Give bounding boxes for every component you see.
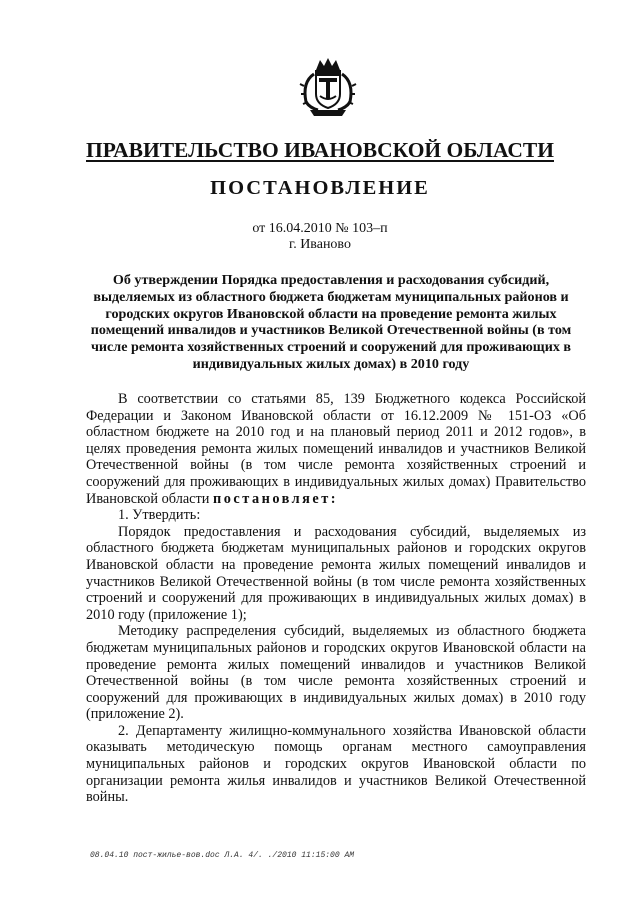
- ivanovo-coat-of-arms-icon: [296, 56, 360, 118]
- document-meta: [0, 221, 640, 253]
- item-2: 2. Департаменту жилищно-коммунального хозяйства Ивановской области оказывать методическую помощь органам местного самоуправления муниципальных районов и городских округов Ивановской области по организации ремонта жилья инвалидов и участников Великой Отечественной войны.: [86, 722, 586, 806]
- date-number: от 16.04.2010 № 103–п: [252, 221, 388, 236]
- city: г. Иваново: [289, 237, 351, 252]
- document-type: ПОСТАНОВЛЕНИЕ: [210, 177, 430, 199]
- file-footer: 08.04.10 пост-жилье-вов.doc Л.А. 4/. ./2010 11:15:00 AM: [90, 851, 355, 860]
- preamble-text: В соответствии со статьями 85, 139 Бюджетного кодекса Российской Федерации и Законом Ивановской области от 16.12.2009 № 151-ОЗ «Об областном бюджете на 2010 год и на плановый период 2011 и 2012 годов», в целях проведения ремонта жилых помещений инвалидов и участников Великой Отечественной войны (в том числе ремонта хозяйственных строений и сооружений для проживающих в индивидуальных жилых домах) Правительство Ивановской области: [86, 391, 586, 507]
- preamble-paragraph: [86, 391, 586, 507]
- document-subject: Об утверждении Порядка предоставления и расходования субсидий, выделяемых из областного бюджета бюджетам муниципальных районов и городских округов Ивановской области на проведение ремонта жилых помещений инвалидов и участников Великой Отечественной войны (в том числе ремонта хозяйственных строений и сооружений для проживающих в индивидуальных жилых домах) в 2010 году: [90, 272, 572, 372]
- item-1b: Методику распределения субсидий, выделяемых из областного бюджета бюджетам муниципальных районов и городских округов Ивановской области на проведение ремонта жилых помещений инвалидов и участников Великой Отечественной войны (в том числе ремонта хозяйственных строений и сооружений для проживающих в индивидуальных жилых домах) в 2010 году (приложение 2).: [86, 623, 586, 723]
- document-body: [86, 391, 586, 806]
- item-1: 1. Утвердить:: [118, 507, 201, 524]
- resolves-word: постановляет:: [213, 490, 339, 507]
- government-title: ПРАВИТЕЛЬСТВО ИВАНОВСКОЙ ОБЛАСТИ: [86, 138, 554, 162]
- item-1a: Порядок предоставления и расходования субсидий, выделяемых из областного бюджета бюджетам муниципальных районов и городских округов Ивановской области на проведение ремонта жилых помещений инвалидов и участников Великой Отечественной войны (в том числе ремонта хозяйственных строений и сооружений для проживающих в индивидуальных жилых домах) в 2010 году (приложение 1);: [86, 523, 586, 623]
